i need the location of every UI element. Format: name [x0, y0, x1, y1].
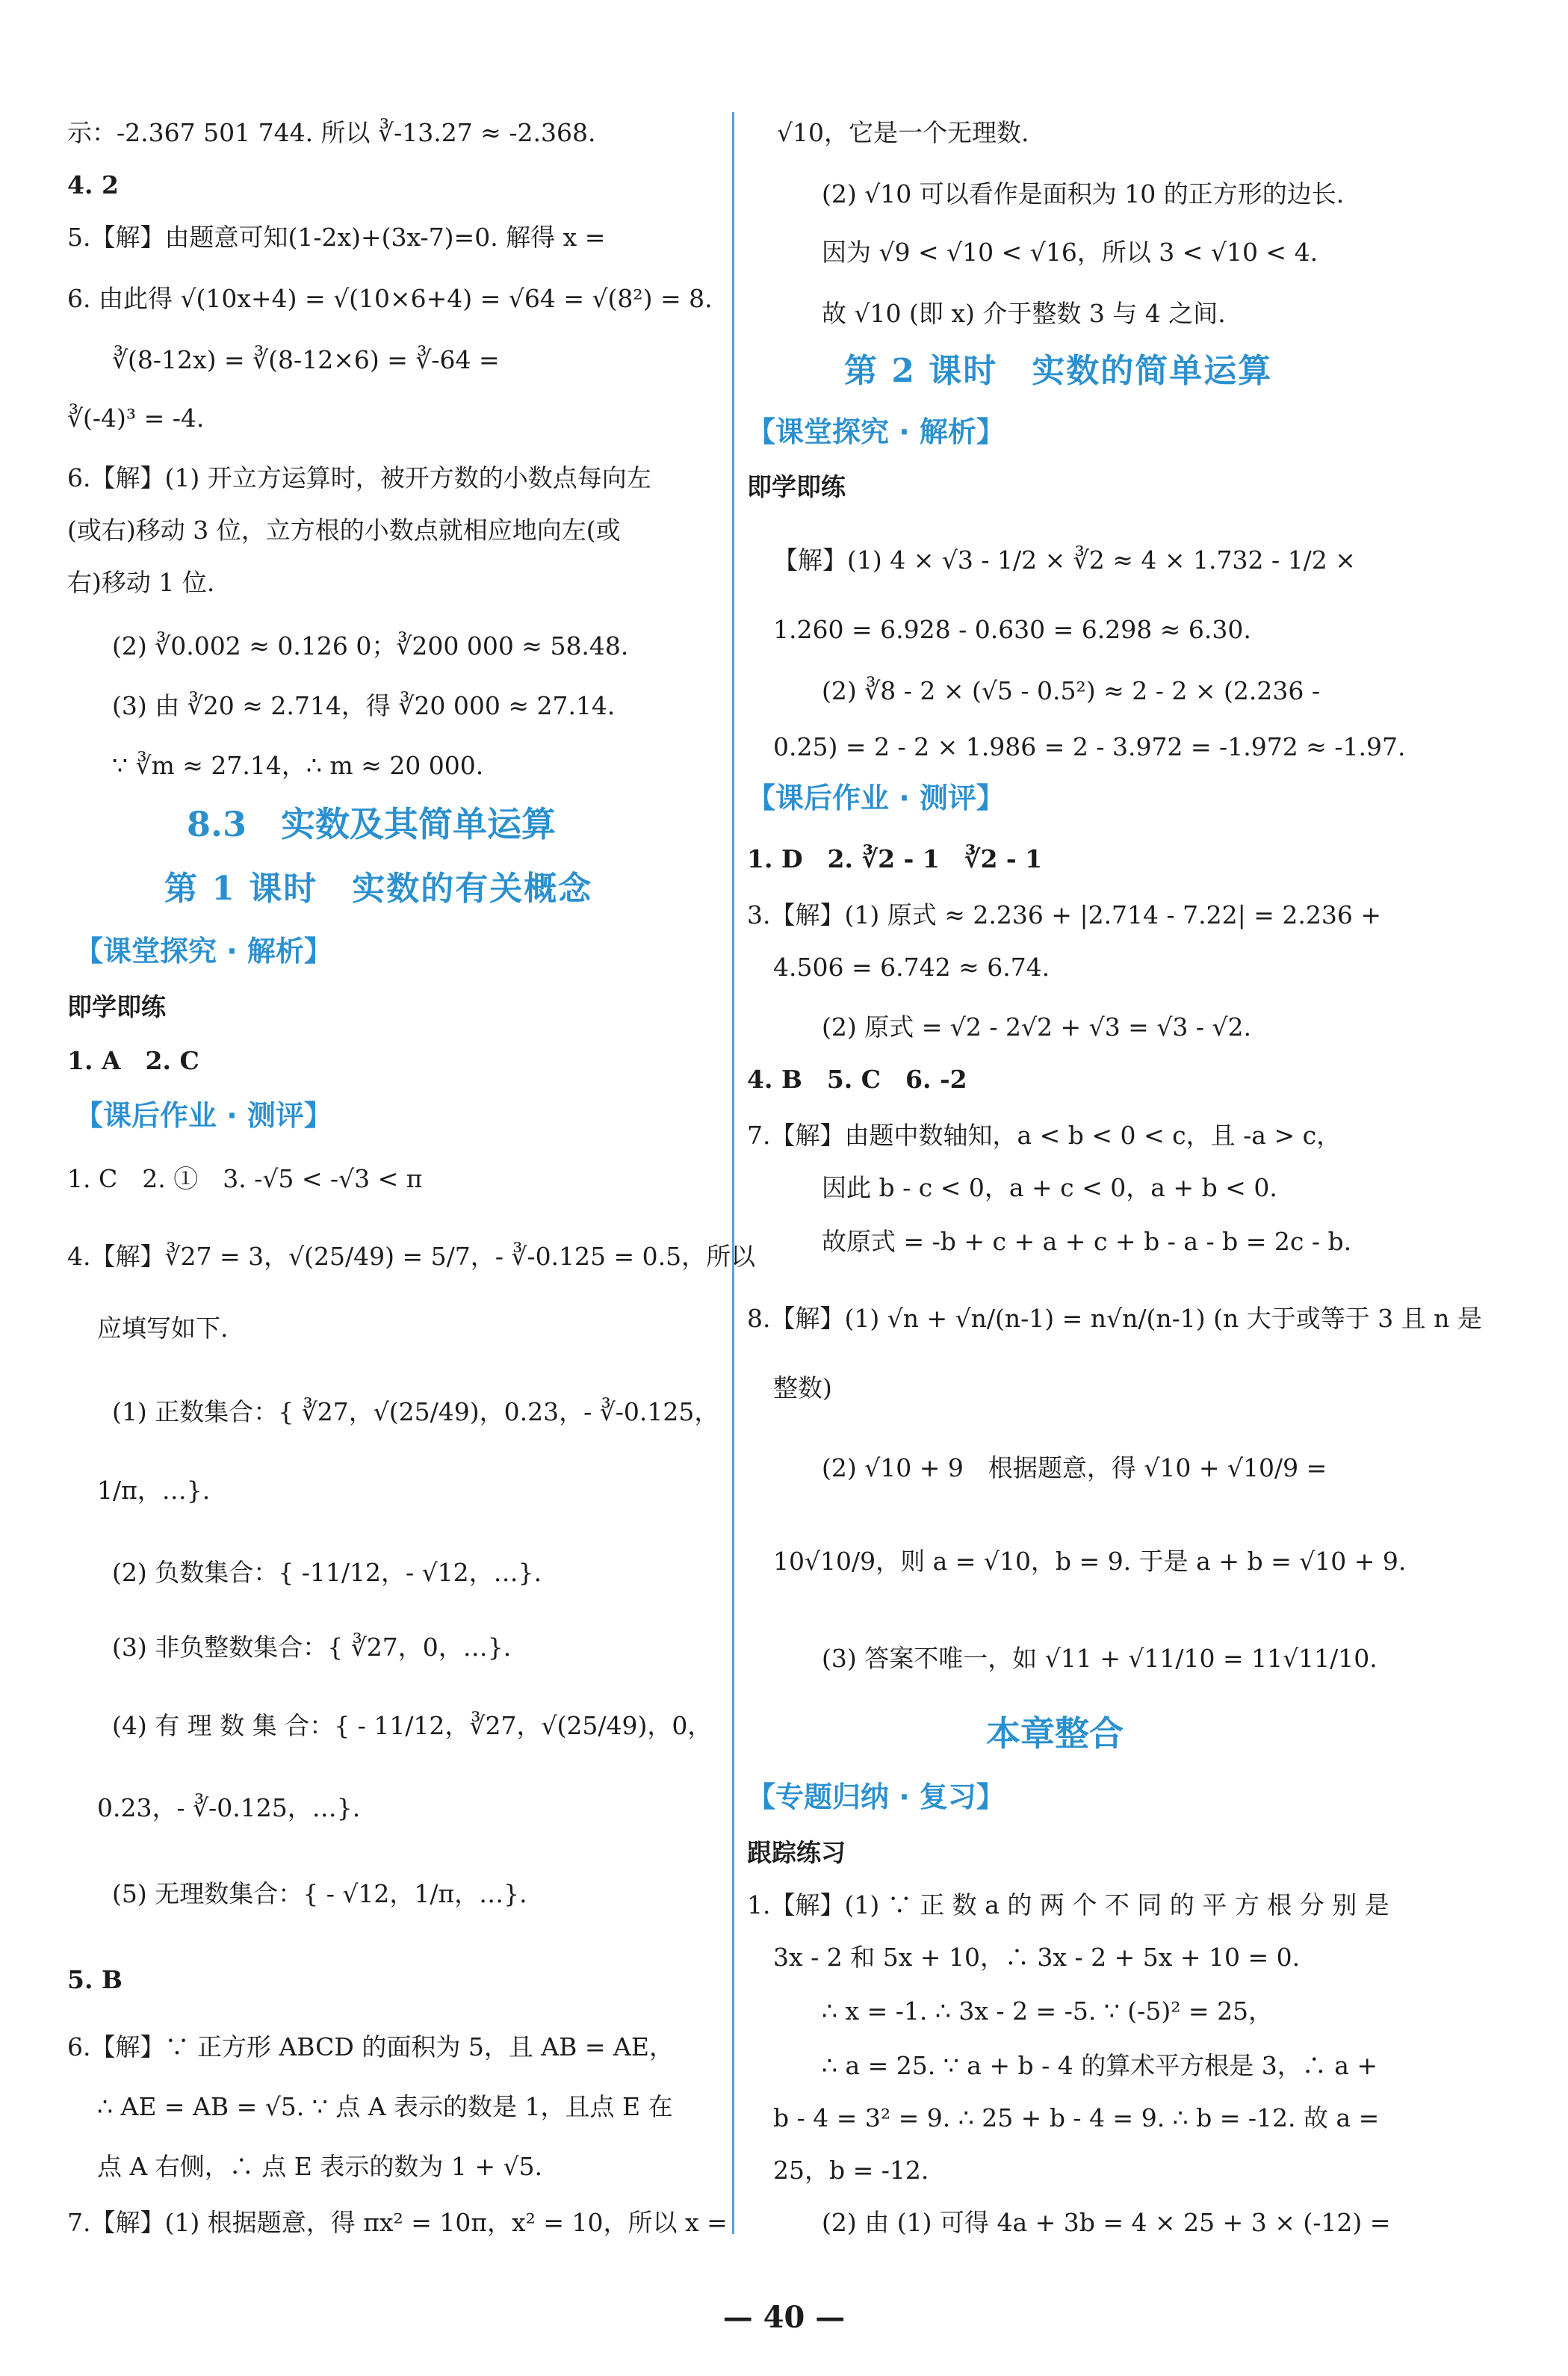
- text-line: 示：-2.367 501 744. 所以 ∛-13.27 ≈ -2.368.: [67, 118, 596, 147]
- text-line: 点 A 右侧，∴ 点 E 表示的数为 1 + √5.: [97, 2152, 542, 2181]
- answer-line: 1.【解】(1) ∵ 正 数 a 的 两 个 不 同 的 平 方 根 分 别 是: [747, 1890, 1389, 1919]
- section-header: 【课堂探究 · 解析】: [75, 935, 332, 968]
- text-line: (3) 由 ∛20 ≈ 2.714，得 ∛20 000 ≈ 27.14.: [112, 691, 616, 720]
- answer-line: 1. D 2. ∛2 - 1 ∛2 - 1: [747, 844, 1043, 873]
- section-title: 8.3 实数及其简单运算: [187, 804, 557, 844]
- text-line: 故原式 = -b + c + a + c + b - a - b = 2c - b.: [822, 1227, 1352, 1256]
- section-header: 【课后作业 · 测评】: [75, 1099, 332, 1132]
- text-line: 右)移动 1 位.: [67, 568, 215, 597]
- text-line: 0.23，- ∛-0.125，…}.: [97, 1793, 361, 1822]
- text-line: (5) 无理数集合：{ - √12，1/π，…}.: [112, 1879, 527, 1908]
- subheading: 即学即练: [747, 472, 846, 501]
- text-line: b - 4 = 3² = 9. ∴ 25 + b - 4 = 9. ∴ b = -12. 故 a =: [773, 2103, 1380, 2132]
- text-line: ∵ ∛m ≈ 27.14，∴ m ≈ 20 000.: [112, 751, 484, 780]
- page-number: — 40 —: [722, 2300, 846, 2335]
- text-line: 因为 √9 < √10 < √16，所以 3 < √10 < 4.: [822, 238, 1318, 267]
- lesson-title: 第 2 课时 实数的简单运算: [844, 352, 1273, 390]
- text-line: 因此 b - c < 0，a + c < 0，a + b < 0.: [822, 1173, 1277, 1202]
- answer-line: 7.【解】由题中数轴知，a < b < 0 < c，且 -a > c，: [747, 1121, 1342, 1150]
- answer-line: 6.【解】∵ 正方形 ABCD 的面积为 5，且 AB = AE，: [67, 2032, 674, 2061]
- text-line: 6. 由此得 √(10x+4) = √(10×6+4) = √64 = √(8²) = 8.: [67, 284, 713, 313]
- text-line: ∴ x = -1. ∴ 3x - 2 = -5. ∵ (-5)² = 25，: [822, 1996, 1274, 2026]
- text-line: (2) ∛8 - 2 × (√5 - 0.5²) ≈ 2 - 2 × (2.236 -: [822, 676, 1320, 705]
- text-line: (2) √10 + 9 根据题意，得 √10 + √10/9 =: [822, 1453, 1327, 1482]
- answer-line: 1. A 2. C: [67, 1046, 199, 1075]
- answer-line: 4. B 5. C 6. -2: [747, 1065, 967, 1094]
- text-line: 故 √10 (即 x) 介于整数 3 与 4 之间.: [822, 299, 1226, 328]
- text-line: (1) 正数集合：{ ∛27，√(25/49)，0.23，- ∛-0.125，: [112, 1397, 719, 1426]
- text-line: 整数): [773, 1373, 832, 1402]
- answer-line: 6.【解】(1) 开立方运算时，被开方数的小数点每向左: [67, 463, 651, 492]
- subheading: 跟踪练习: [747, 1838, 846, 1867]
- text-line: ∴ AE = AB = √5. ∵ 点 A 表示的数是 1，且点 E 在: [97, 2092, 673, 2121]
- text-line: 应填写如下.: [97, 1314, 229, 1343]
- answer-line: 4.【解】∛27 = 3，√(25/49) = 5/7，- ∛-0.125 = 0.5，所以: [67, 1242, 756, 1271]
- text-line: (2) 原式 = √2 - 2√2 + √3 = √3 - √2.: [822, 1012, 1251, 1042]
- text-line: (2) √10 可以看作是面积为 10 的正方形的边长.: [822, 179, 1345, 208]
- answer-line: 5.【解】由题意可知(1-2x)+(3x-7)=0. 解得 x =: [67, 223, 606, 252]
- text-line: 3x - 2 和 5x + 10，∴ 3x - 2 + 5x + 10 = 0.: [773, 1943, 1301, 1972]
- section-header: 【课堂探究 · 解析】: [747, 415, 1005, 448]
- text-line: (3) 非负整数集合：{ ∛27，0，…}.: [112, 1633, 512, 1662]
- text-line: 4.506 = 6.742 ≈ 6.74.: [773, 953, 1050, 982]
- text-line: (2) 负数集合：{ -11/12，- √12，…}.: [112, 1558, 542, 1587]
- text-line: (4) 有 理 数 集 合：{ - 11/12，∛27，√(25/49)，0，: [112, 1711, 713, 1740]
- text-line: 25，b = -12.: [773, 2156, 929, 2185]
- text-line: ∴ a = 25. ∵ a + b - 4 的算术平方根是 3，∴ a +: [822, 2051, 1378, 2080]
- section-header: 【课后作业 · 测评】: [747, 782, 1005, 814]
- text-line: (3) 答案不唯一，如 √11 + √11/10 = 11√11/10.: [822, 1644, 1378, 1673]
- text-line: 10√10/9，则 a = √10，b = 9. 于是 a + b = √10 + 9.: [773, 1547, 1407, 1576]
- text-line: (2) ∛0.002 ≈ 0.126 0；∛200 000 ≈ 58.48.: [112, 631, 629, 660]
- text-line: 1/π，…}.: [97, 1476, 211, 1505]
- subheading: 即学即练: [67, 992, 166, 1021]
- text-line: 1.260 = 6.928 - 0.630 = 6.298 ≈ 6.30.: [773, 615, 1251, 644]
- formula-line: ∛(-4)³ = -4.: [67, 403, 205, 433]
- formula-line: ∛(8-12x) = ∛(8-12×6) = ∛-64 =: [112, 345, 500, 374]
- answer-line: 3.【解】(1) 原式 ≈ 2.236 + |2.714 - 7.22| = 2.236 +: [747, 900, 1382, 929]
- answer-line: 7.【解】(1) 根据题意，得 πx² = 10π，x² = 10，所以 x =: [67, 2208, 728, 2237]
- answer-line: 【解】(1) 4 × √3 - 1/2 × ∛2 ≈ 4 × 1.732 - 1/2 ×: [773, 545, 1356, 575]
- answer-line: 8.【解】(1) √n + √n/(n-1) = n√n/(n-1) (n 大于或等于 3 且 n 是: [747, 1304, 1482, 1333]
- text-line: 0.25) = 2 - 2 × 1.986 = 2 - 3.972 = -1.972 ≈ -1.97.: [773, 732, 1406, 761]
- section-header: 【专题归纳 · 复习】: [747, 1781, 1005, 1813]
- answer-line: 5. B: [67, 1965, 123, 1994]
- text-line: √10，它是一个无理数.: [777, 118, 1029, 147]
- answer-line: 1. C 2. ① 3. -√5 < -√3 < π: [67, 1164, 423, 1193]
- section-title: 本章整合: [986, 1713, 1124, 1754]
- text-line: (2) 由 (1) 可得 4a + 3b = 4 × 25 + 3 × (-12) =: [822, 2208, 1391, 2237]
- lesson-title: 第 1 课时 实数的有关概念: [164, 870, 593, 908]
- text-line: (或右)移动 3 位，立方根的小数点就相应地向左(或: [67, 516, 621, 545]
- column-divider: [732, 112, 734, 2234]
- answer-line: 4. 2: [67, 170, 119, 199]
